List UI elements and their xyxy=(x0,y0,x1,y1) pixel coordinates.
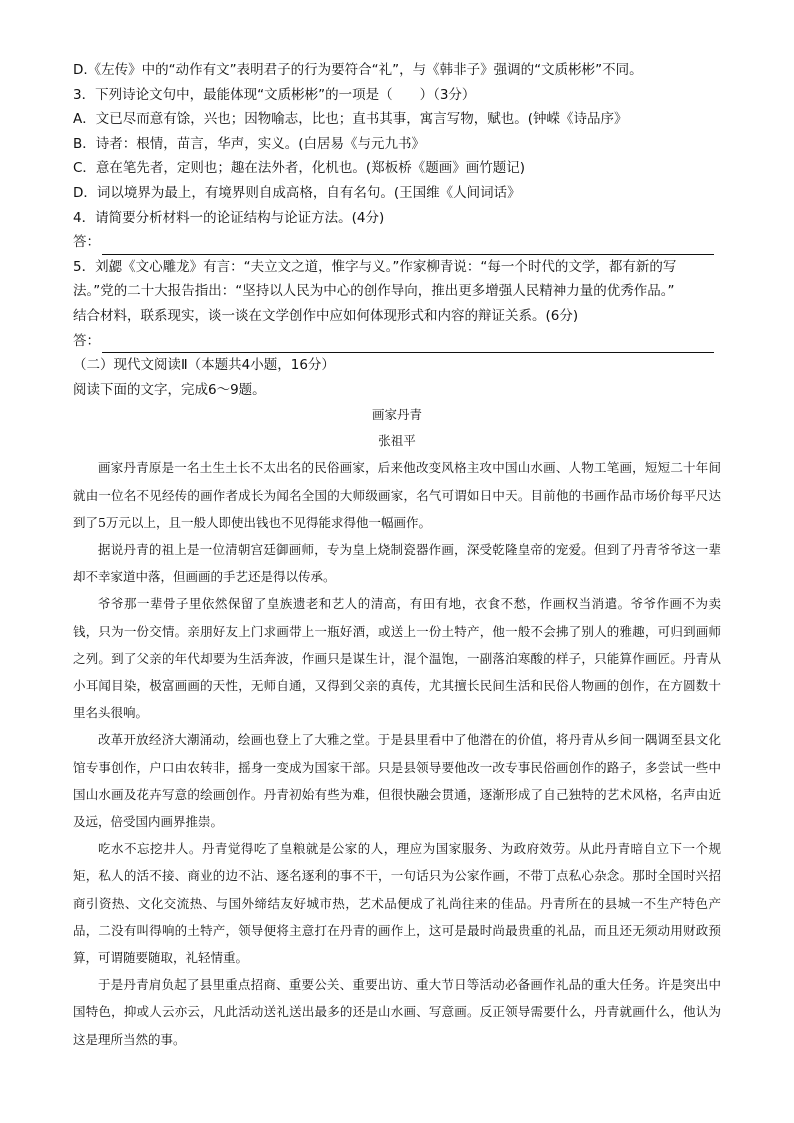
passage-paragraph: 据说丹青的祖上是一位清朝宫廷御画师，专为皇上烧制瓷器作画，深受乾隆皇帝的宠爱。但到了丹青爷爷这一辈却不幸家道中落，但画画的手艺还是得以传承。 xyxy=(73,541,721,585)
passage-author: 张祖平 xyxy=(378,432,416,448)
q3-option-d: D．词以境界为最上，有境界则自成高格，自有名句。(王国维《人间词话》 xyxy=(73,184,521,201)
passage-title: 画家丹青 xyxy=(371,407,422,423)
passage-paragraph: 爷爷那一辈骨子里依然保留了皇族遗老和艺人的清高，有田有地，衣食不愁，作画权当消遣。爷爷作画不为卖钱，只为一份交情。亲朋好友上门求画带上一瓶好酒，或送上一份土特产，他一般不会拂了别人的雅趣，可归到画师之列。到了父亲的年代却要为生活奔波，作画只是谋生计，混个温饱，一副落泊寒酸的样子，只能算作画匠。丹青从小耳闻目染，极富画画的天性，无师自通，又得到父亲的真传，尤其擅长民间生活和民俗人物画的创作，在方圆数十里名头很响。 xyxy=(73,596,721,721)
answer-label: 答： xyxy=(73,234,100,251)
passage-paragraph: 于是丹青肩负起了县里重点招商、重要公关、重要出访、重大节日等活动必备画作礼品的重大任务。许是突出中国特色，抑或人云亦云，凡此活动送礼送出最多的还是山水画、写意画。反正领导需要什么，丹青就画什么，他认为这是理所当然的事。 xyxy=(73,977,721,1047)
q5-line-2: 法。”党的二十大报告指出：“坚持以人民为中心的创作导向，推出更多增强人民精神力量的优秀作品。” xyxy=(73,283,675,300)
answer-blank[interactable] xyxy=(102,238,714,255)
q3-option-b: B．诗者：根情，苗言，华声，实义。(白居易《与元九书》 xyxy=(73,135,426,152)
q5-line-3: 结合材料，联系现实，谈一谈在文学创作中应如何体现形式和内容的辩证关系。(6分) xyxy=(73,307,579,324)
q5-answer-line xyxy=(73,329,721,354)
section-instruction: 阅读下面的文字，完成6～9题。 xyxy=(73,381,266,398)
q5-line-1: 5．刘勰《文心雕龙》有言：“夫立文之道，惟字与义。”作家柳青说：“每一个时代的文学，都有新的写 xyxy=(73,258,677,275)
section-heading: （二）现代文阅读Ⅱ（本题共4小题，16分） xyxy=(73,357,335,374)
q3-stem: 3．下列诗论文句中，最能体现“文质彬彬”的一项是（ ）（3分） xyxy=(73,86,476,103)
answer-blank[interactable] xyxy=(102,336,714,353)
passage-paragraph: 吃水不忘挖井人。丹青觉得吃了皇粮就是公家的人，理应为国家服务、为政府效劳。从此丹青暗自立下一个规矩，私人的活不接、商业的边不沾、逐名逐利的事不干，一句话只为公家作画，不带丁点私心杂念。那时全国时兴招商引资热、文化交流热、与国外缔结友好城市热，艺术品便成了礼尚往来的佳品。丹青所在的县城一不生产特色产品，二没有叫得响的土特产，领导便将主意打在丹青的画作上，这可是最时尚最贵重的礼品，而且还无须动用财政预算，可谓随要随取，礼轻情重。 xyxy=(73,841,721,965)
q3-option-a: A．文已尽而意有馀，兴也；因物喻志，比也；直书其事，寓言写物，赋也。(钟嵘《诗品序》 xyxy=(73,111,628,128)
passage-paragraph: 改革开放经济大潮涌动，绘画也登上了大雅之堂。于是县里看中了他潜在的价值，将丹青从乡间一隅调至县文化馆专事创作，户口由农转非，摇身一变成为国家干部。只是县领导要他改一改专事民俗画创作的路子，多尝试一些中国山水画及花卉写意的绘画创作。丹青初始有些为难，但很快融会贯通，逐渐形成了自己独特的艺术风格，名声由近及远，倍受国内画界推崇。 xyxy=(73,732,721,829)
reading-passage xyxy=(73,402,721,1052)
q4-answer-line xyxy=(73,230,721,255)
q2-option-d: D.《左传》中的“动作有文”表明君子的行为要符合“礼”，与《韩非子》强调的“文质彬彬”不同。 xyxy=(73,62,643,78)
q4-stem: 4．请简要分析材料一的论证结构与论证方法。(4分) xyxy=(73,209,385,226)
answer-label: 答： xyxy=(73,332,100,349)
exam-page xyxy=(73,58,721,1053)
q3-option-c: C．意在笔先者，定则也；趣在法外者，化机也。(郑板桥《题画》画竹题记) xyxy=(73,160,525,177)
passage-paragraph: 画家丹青原是一名土生土长不太出名的民俗画家，后来他改变风格主攻中国山水画、人物工笔画，短短二十年间就由一位名不见经传的画作者成长为闻名全国的大师级画家，名气可谓如日中天。目前他的书画作品市场价每平尺达到了5万元以上，且一般人即使出钱也不见得能求得他一幅画作。 xyxy=(73,460,721,530)
